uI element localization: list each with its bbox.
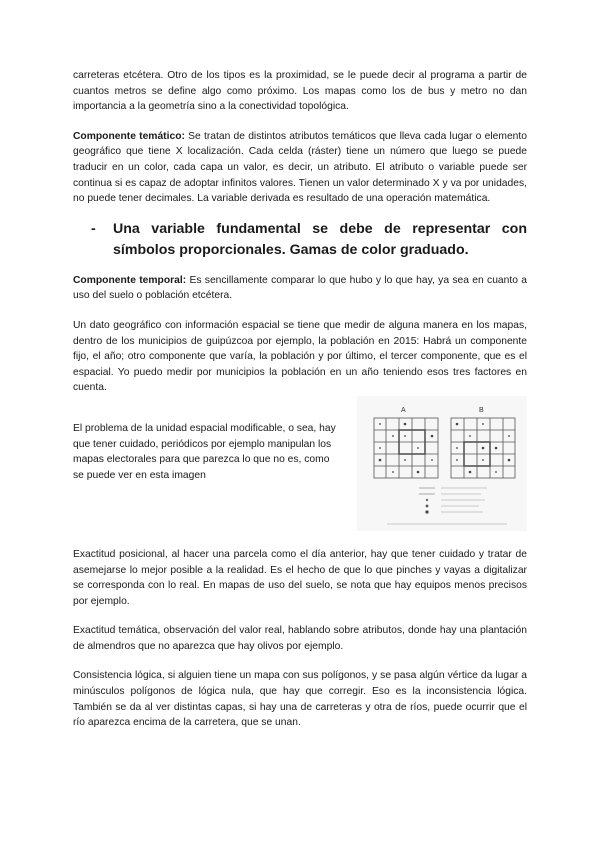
temporal-component-label: Componente temporal:: [73, 274, 187, 286]
thematic-component-label: Componente temático:: [73, 130, 185, 142]
modifiable-unit-section: [73, 396, 527, 531]
bullet-item-proportional-symbols: [91, 219, 527, 261]
document-page: [73, 68, 527, 731]
paragraph-positional-accuracy: Exactitud posicional, al hacer una parcela como el día anterior, hay que tener cuidado y tratar de asemejarse lo mejor posible a la realidad. Es el hecho de que lo que pinches y vayas a digitalizar se corresponda con lo real. En mapas de uso del suelo, se nota que hay equipos menos precisos por ejemplo.: [73, 548, 527, 607]
thematic-component-text: Se tratan de distintos atributos temáticos que lleva cada lugar o elemento geográfico que tiene X localización. Cada celda (ráster) tiene un número que luego se puede traducir en un color, cada capa un valor, es decir, un atributo. El atributo o variable puede ser continua si es capaz de adoptar infinitos valores. Tienen un valor determinado X y va por unidades, no puede tener decimales. La variable derivada es resultado de una operación matemática.: [73, 130, 527, 205]
figure-label-b: B: [479, 406, 484, 414]
paragraph-temporal-component: [73, 273, 527, 304]
paragraph-modifiable-unit: El problema de la unidad espacial modificable, o sea, hay que tener cuidado, periódicos por ejemplo manipulan los mapas electorales para que parezca lo que no es, como se puede ver en esta imagen: [73, 422, 336, 481]
temporal-component-text: Es sencillamente comparar lo que hubo y lo que hay, ya sea en cuanto a uso del suelo o población etcétera.: [73, 274, 527, 302]
grid-comparison-image: [357, 396, 527, 531]
figure-label-a: A: [401, 406, 406, 414]
paragraph-proximity: carreteras etcétera. Otro de los tipos es la proximidad, se le puede decir al programa a partir de cuantos metros se define algo como próximo. Los mapas como los de bus y metro no dan importancia a la geometría sino a la conectividad topológica.: [73, 70, 527, 113]
bullet-text: Una variable fundamental se debe de representar con símbolos proporcionales. Gamas de color graduado.: [113, 220, 527, 258]
modifiable-unit-figure: [357, 396, 527, 531]
paragraph-thematic-accuracy: Exactitud temática, observación del valor real, hablando sobre atributos, donde hay una plantación de almendros que no aparezca que hay olivos por ejemplo.: [73, 625, 527, 652]
paragraph-thematic-component: [73, 129, 527, 207]
paragraph-geographic-data: Un dato geográfico con información espacial se tiene que medir de alguna manera en los mapas, dentro de los municipios de guipúzcoa por ejemplo, la población en 2015: Habrá un componente fijo, el año; otro componente que varía, la población y por último, el tercer componente, que es el espacial. Yo puedo medir por municipios la población en un año teniendo esos tres factores en cuenta.: [73, 319, 527, 394]
bullet-dash: -: [91, 220, 96, 237]
paragraph-logical-consistency: Consistencia lógica, si alguien tiene un mapa con sus polígonos, y se pasa algún vértice da lugar a minúsculos polígonos de lógica nula, que hay que corregir. Eso es la inconsistencia lógica. También se da al ver distintas capas, si hay una de carreteras y otra de ríos, puede ocurrir que el río aparezca encima de la carretera, que se unan.: [73, 670, 527, 729]
